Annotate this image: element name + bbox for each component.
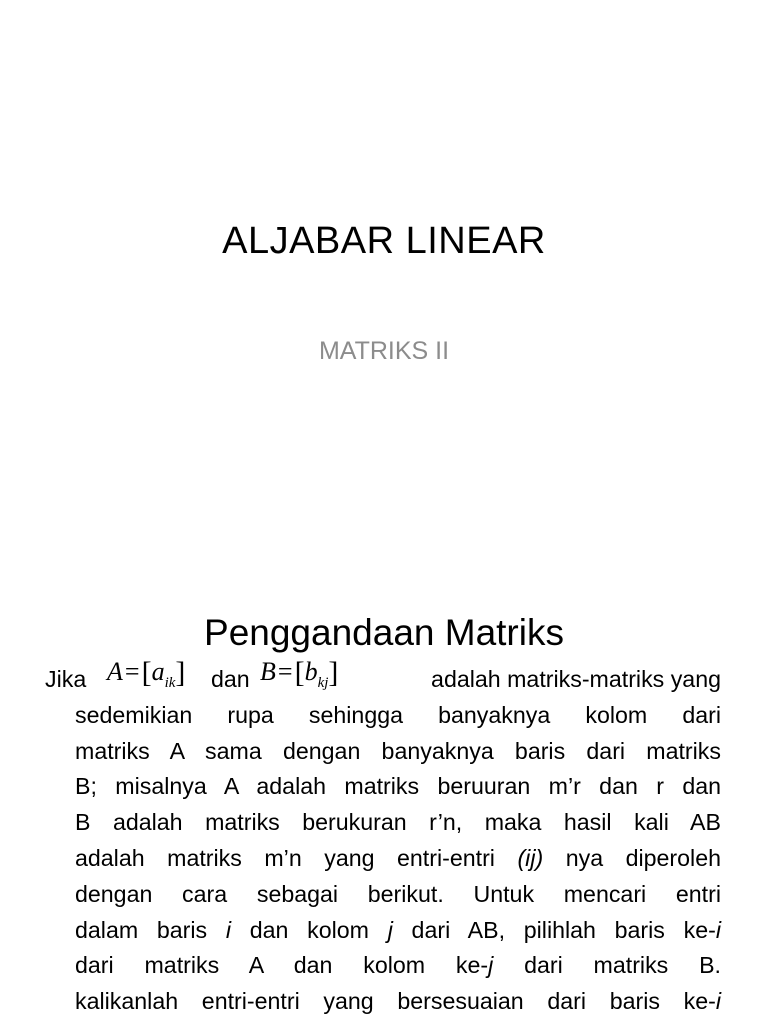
body-line-10: kalikanlah entri-entri yang bersesuaian dari baris ke-i (75, 988, 721, 1015)
formula-a: $A=[a_{ik}]$ (107, 656, 186, 691)
body-line-9: dari matriks A dan kolom ke-j dari matriks B. (75, 952, 721, 979)
body-line-4: B; misalnya A adalah matriks beruuran m’r dan r dan (75, 773, 721, 800)
body-line-1-rest: adalah matriks-matriks yang (431, 666, 721, 692)
body-line-8: dalam baris i dan kolom j dari AB, pilihlah baris ke-i (75, 916, 721, 943)
slide-heading: Penggandaan Matriks (204, 612, 564, 653)
slide-body (45, 656, 721, 1020)
body-line-3: matriks A sama dengan banyaknya baris dari matriks (75, 737, 721, 764)
body-line-1 (45, 656, 721, 698)
slide-title: ALJABAR LINEAR (222, 220, 546, 262)
formula-b: $B=[b_{kj}]$ (260, 656, 339, 691)
body-line-7: dengan cara sebagai berikut. Untuk mencari entri (75, 880, 721, 907)
body-line-5: B adalah matriks berukuran r’n, maka hasil kali AB (75, 809, 721, 836)
body-line-6: adalah matriks m’n yang entri-entri (ij) nya diperoleh (75, 844, 721, 871)
slide-subtitle: MATRIKS II (318, 337, 450, 365)
word-jika: Jika (45, 666, 87, 692)
body-line-2: sedemikian rupa sehingga banyaknya kolom dari (75, 701, 721, 728)
content-slide (0, 576, 768, 1024)
word-dan: dan (211, 666, 250, 692)
